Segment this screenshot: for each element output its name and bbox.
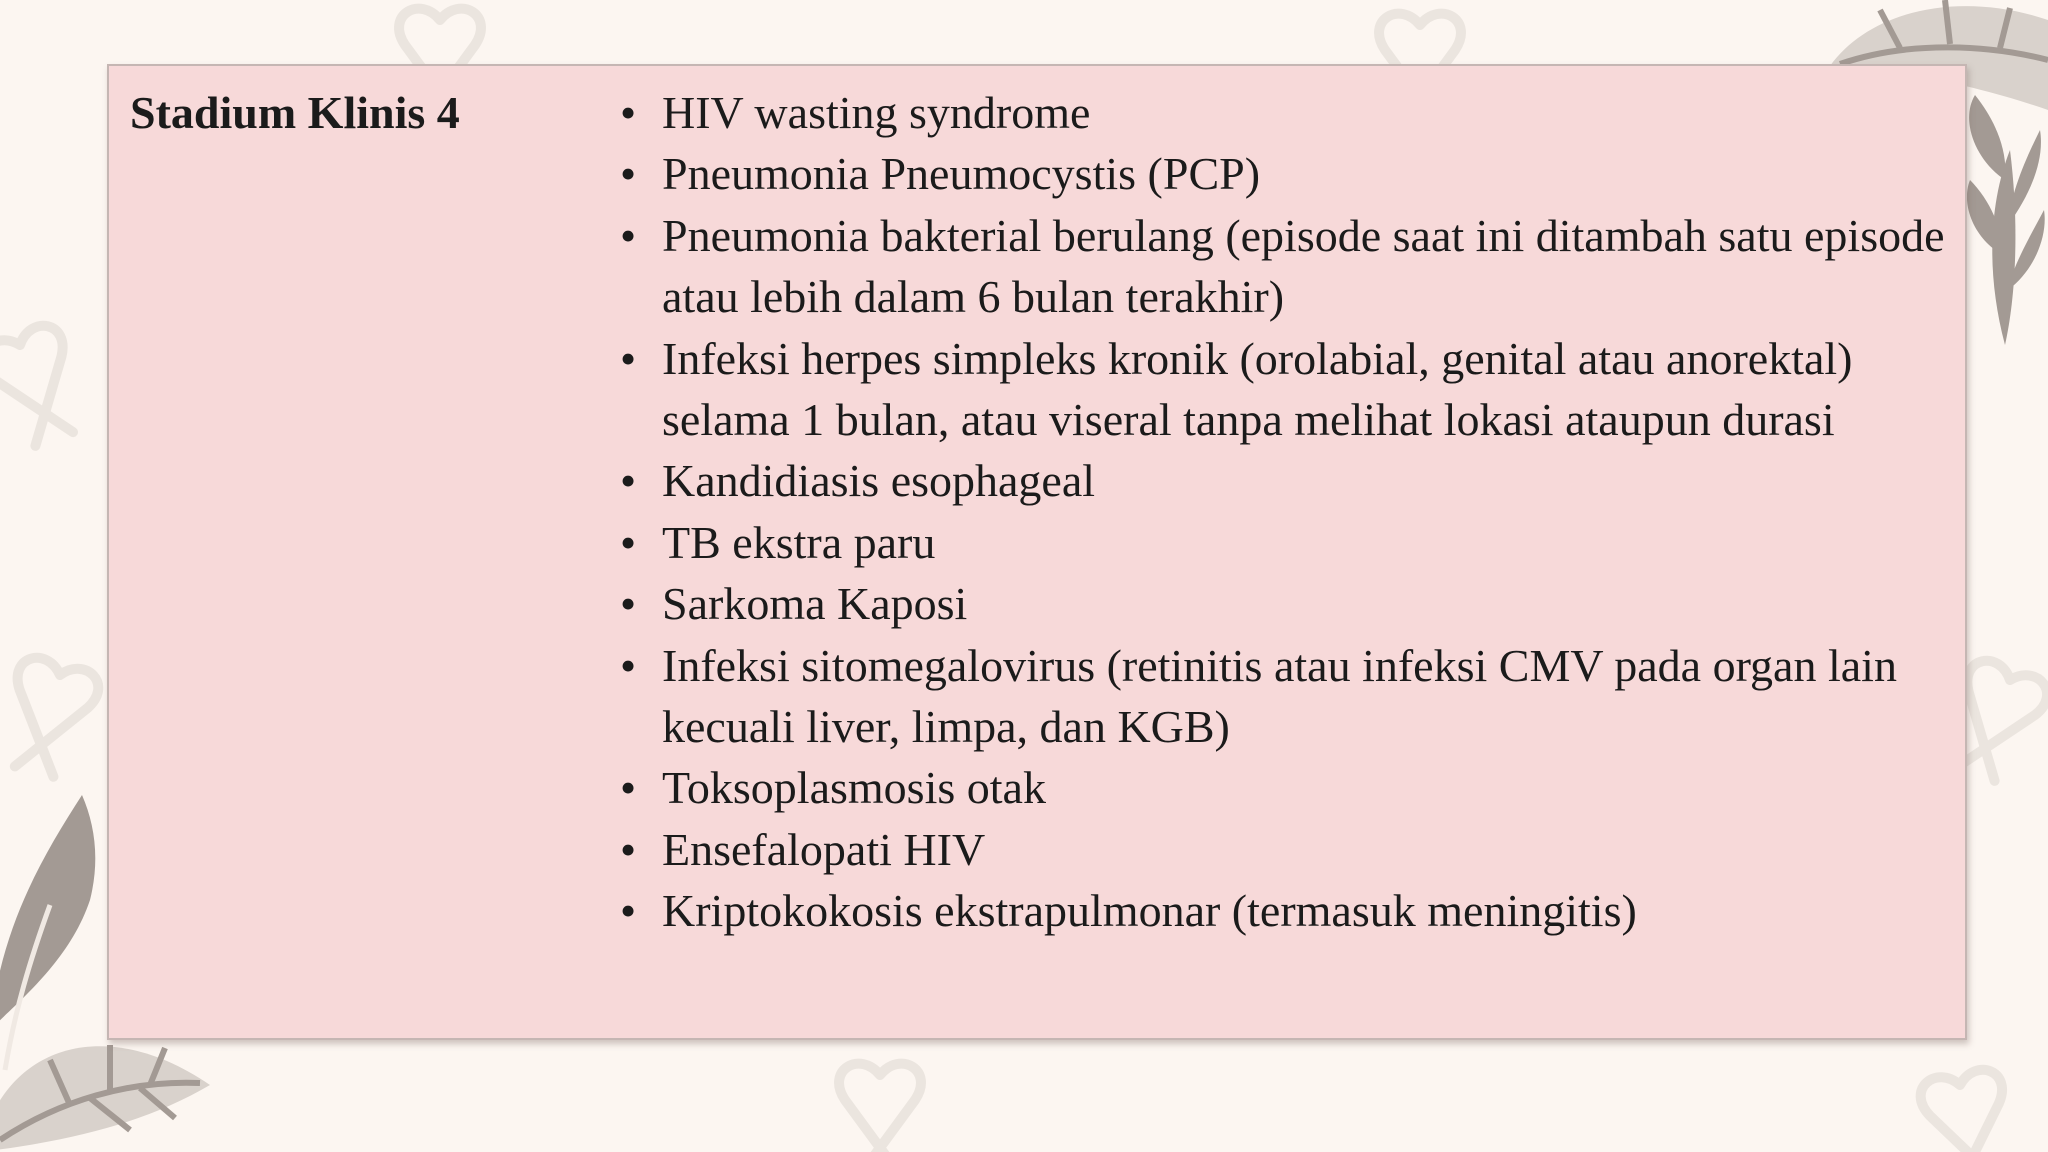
content-card: [107, 64, 1967, 1040]
list-item: [614, 573, 1954, 634]
bullet-icon: •: [619, 885, 637, 937]
list-item-text: Sarkoma Kaposi: [662, 578, 968, 630]
awareness-ribbon-icon: [839, 1064, 921, 1152]
symptom-list: [614, 82, 1954, 942]
list-item: [614, 450, 1954, 511]
list-item-text: Ensefalopati HIV: [662, 823, 986, 875]
bullet-icon: •: [619, 209, 637, 261]
leaf-icon: [0, 1045, 210, 1152]
bullet-icon: •: [619, 148, 637, 200]
list-item-text: TB ekstra paru: [662, 516, 936, 568]
bullet-icon: •: [619, 639, 637, 691]
list-item: [614, 757, 1954, 818]
awareness-ribbon-icon: [0, 653, 103, 782]
leaf-icon: [0, 795, 95, 1070]
list-item-text: Infeksi herpes simpleks kronik (orolabial, genital atau anorektal) selama 1 bulan, atau viseral tanpa melihat lokasi ataupun durasi: [662, 332, 1853, 446]
bullet-icon: •: [619, 332, 637, 384]
leaf-icon: [1967, 95, 2045, 345]
awareness-ribbon-icon: [0, 320, 93, 453]
list-item: [614, 819, 1954, 880]
bullet-icon: •: [619, 762, 637, 814]
list-item: [614, 143, 1954, 204]
list-item-text: Kandidiasis esophageal: [662, 455, 1096, 507]
awareness-ribbon-icon: [1918, 1067, 2018, 1152]
list-item: [614, 635, 1954, 758]
list-item-text: Infeksi sitomegalovirus (retinitis atau infeksi CMV pada organ lain kecuali liver, limpa, dan KGB): [662, 639, 1897, 753]
list-item: [614, 205, 1954, 328]
bullet-icon: •: [619, 516, 637, 568]
bullet-icon: •: [619, 87, 637, 138]
list-item: [614, 512, 1954, 573]
bullet-icon: •: [619, 455, 637, 507]
list-item: [614, 880, 1954, 941]
list-item-text: Pneumonia bakterial berulang (episode saat ini ditambah satu episode atau lebih dalam 6 bulan terakhir): [662, 209, 1945, 323]
list-item-text: Pneumonia Pneumocystis (PCP): [662, 148, 1261, 200]
list-item: [614, 82, 1954, 143]
list-item-text: HIV wasting syndrome: [662, 87, 1091, 138]
bullet-icon: •: [619, 823, 637, 875]
stage-label: Stadium Klinis 4: [130, 87, 460, 138]
list-item-text: Toksoplasmosis otak: [662, 762, 1046, 814]
list-item: [614, 328, 1954, 451]
bullet-icon: •: [619, 578, 637, 630]
list-item-text: Kriptokokosis ekstrapulmonar (termasuk meningitis): [662, 885, 1637, 937]
